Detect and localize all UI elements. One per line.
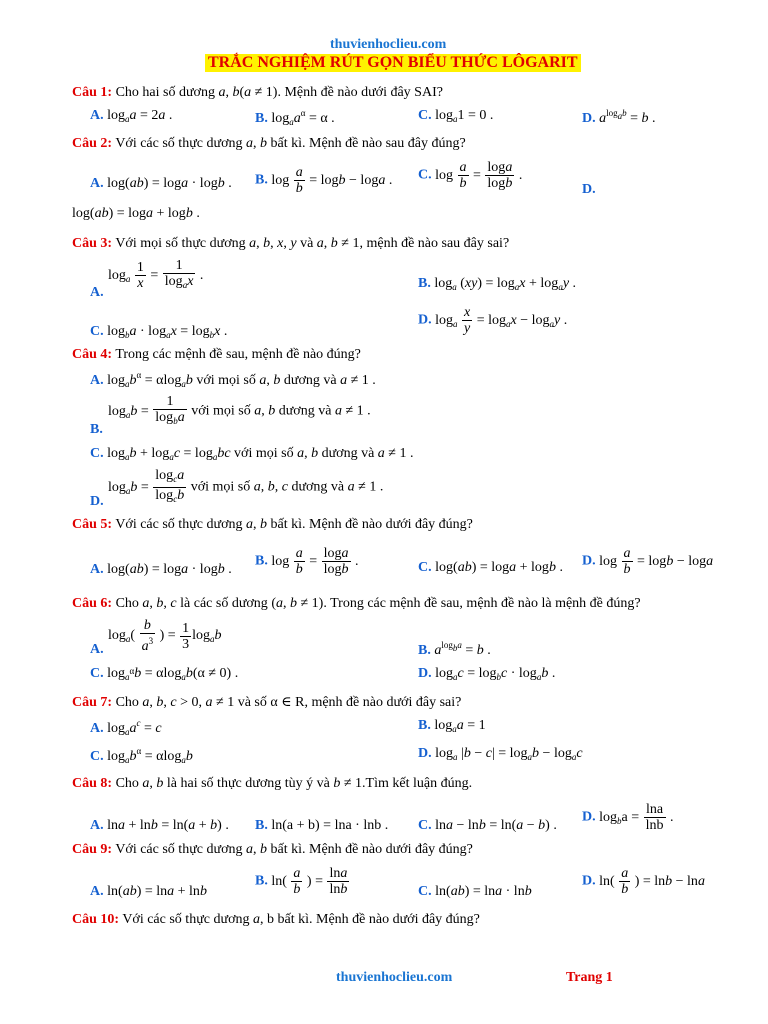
question-text: Cho (115, 596, 139, 611)
q8-option-a[interactable]: A. lna + lnb = ln(a + b) . (90, 818, 229, 833)
q1-option-a[interactable]: A. $\log_aa = 2a$ . (90, 108, 173, 124)
q5-option-c[interactable]: C. log(ab) = loga + logb . (418, 560, 563, 575)
q6-option-a[interactable]: A. (90, 642, 104, 657)
formula: $\log_{a^\alpha}b = \alpha\log_ab(\alpha \ne 0)$ . (107, 666, 239, 682)
question-text: là hai số thực dương tùy ý và (166, 776, 330, 791)
q6-option-c[interactable]: C. $\log_{a^\alpha}b = \alpha\log_ab(\alpha \ne 0)$ . (90, 666, 239, 682)
q5-option-a[interactable]: A. log(ab) = loga · logb . (90, 562, 232, 577)
formula: $\log_a$ $\frac{x}{y}$ = $\log_ax - \log_ay$ . (435, 305, 568, 336)
formula: $\log_aa = 2a$ . (107, 108, 173, 124)
q4-option-d[interactable]: D. (90, 494, 104, 509)
question-text: Trong các mệnh đề sau, mệnh đề nào đúng? (115, 347, 361, 362)
q8-option-b[interactable]: B. ln(a + b) = lna · lnb . (255, 818, 389, 833)
question-label: Câu 10: (72, 912, 120, 927)
formula: a (253, 912, 260, 927)
q9-option-b[interactable]: B. ln( $\frac{a}{b}$ ) = $\frac{\ln a}{\ln b}$ (255, 866, 350, 897)
q3-option-d[interactable]: D. $\log_a$ $\frac{x}{y}$ = $\log_ax - \log_ay$ . (418, 305, 568, 336)
q5-option-b[interactable]: B. log $\frac{a}{b}$ = $\frac{\log a}{\log b}$ . (255, 546, 359, 577)
formula: $\log_ba$ = $\frac{\ln a}{\ln b}$ . (599, 802, 674, 833)
formula: (a, b ≠ 1) (271, 596, 324, 611)
q2-option-b[interactable]: B. log $\frac{a}{b}$ = logb − loga . (255, 165, 393, 196)
formula: ln( $\frac{a}{b}$ ) = $\frac{\ln a}{\ln b}$ (271, 866, 348, 897)
question-text: Cho (115, 776, 139, 791)
formula: a, b(a ≠ 1) (218, 85, 278, 100)
question-text: Với các số thực dương (115, 136, 243, 151)
q2-option-a[interactable]: A. log(ab) = loga · logb . (90, 176, 232, 191)
formula: a, b (246, 517, 267, 532)
formula: $\log_a |b - c| = \log_ab - \log_ac$ (435, 746, 583, 762)
formula: $\log_ab$ = $\frac{1}{\log_ba}$ (108, 394, 185, 426)
q6-option-a-formula (108, 618, 222, 654)
header-site: thuvienhoclieu.com (330, 37, 447, 52)
question-label: Câu 9: (72, 842, 113, 857)
formula: $\log_ab^\alpha = \alpha\log_ab$ (107, 746, 193, 765)
q2-option-d[interactable]: D. (582, 182, 596, 197)
formula: log(ab) = loga · logb . (107, 176, 232, 191)
q9-option-a[interactable]: A. ln(ab) = lna + lnb (90, 884, 207, 899)
formula: lna − lnb = ln(a − b) . (435, 818, 557, 833)
formula: ln(ab) = lna + lnb (107, 884, 207, 899)
formula: $\log_a (xy) = \log_ax + \log_ay$ . (434, 276, 577, 292)
q3-option-a-formula (108, 258, 203, 293)
question-2 (72, 136, 466, 152)
formula: α ∈ R (270, 695, 305, 710)
question-text: , mệnh đề nào dưới đây sai? (304, 695, 462, 710)
formula: log(ab) = loga + logb . (435, 560, 563, 575)
formula: b ≠ 1 (333, 776, 363, 791)
question-text: Cho (115, 695, 139, 710)
formula: $a^{log_ab} = b$ . (599, 108, 656, 126)
q7-option-c[interactable]: C. $\log_ab^\alpha = \alpha\log_ab$ (90, 746, 193, 765)
question-9 (72, 842, 473, 858)
formula: a, b, c > 0, a ≠ 1 (142, 695, 235, 710)
question-label: Câu 8: (72, 776, 113, 791)
q1-option-b[interactable]: B. $\log_aa^\alpha = \alpha$ . (255, 108, 335, 127)
question-text: bất kì. Mệnh đề nào sau đây đúng? (270, 136, 466, 151)
q6-option-b[interactable]: B. $a^{log_ba} = b$ . (418, 640, 491, 658)
formula: a, b, x, y (249, 236, 297, 251)
q4-option-c[interactable]: C. $\log_ab + \log_ac = \log_abc$ với mọi số a, b dương và a ≠ 1 . (90, 446, 414, 462)
q9-option-c[interactable]: C. ln(ab) = lna · lnb (418, 884, 532, 899)
q8-option-d[interactable]: D. $\log_ba$ = $\frac{\ln a}{\ln b}$ . (582, 802, 674, 833)
formula: $\log_a1 = 0$ . (435, 108, 494, 124)
page-title: TRẮC NGHIỆM RÚT GỌN BIỂU THỨC LÔGARIT (205, 54, 581, 72)
question-label: Câu 7: (72, 695, 113, 710)
question-text: và số (237, 695, 267, 710)
formula: a, b (142, 776, 164, 791)
q2-option-c[interactable]: C. log $\frac{a}{b}$ = $\frac{\log a}{\log b}$ . (418, 160, 523, 191)
q7-option-d[interactable]: D. $\log_a |b - c| = \log_ab - \log_ac$ (418, 746, 583, 762)
formula: log $\frac{a}{b}$ = $\frac{\log a}{\log b}$ . (435, 160, 523, 191)
formula: lna + lnb = ln(a + b) . (107, 818, 229, 833)
formula: a, b (246, 842, 267, 857)
question-text: và (300, 236, 314, 251)
question-text: Cho hai số dương (115, 85, 215, 100)
q9-option-d[interactable]: D. ln( $\frac{a}{b}$ ) = lnb − lna (582, 866, 705, 897)
question-4 (72, 347, 361, 363)
question-text: , mệnh đề nào sau đây sai? (359, 236, 510, 251)
page-number: Trang 1 (566, 970, 613, 985)
footer-site: thuvienhoclieu.com (336, 970, 453, 985)
question-text: Với các số thực dương (115, 842, 243, 857)
formula: log $\frac{a}{b}$ = logb − loga . (271, 165, 393, 196)
question-5 (72, 517, 473, 533)
q1-option-c[interactable]: C. $\log_a1 = 0$ . (418, 108, 494, 124)
formula: log(ab) = loga + logb . (72, 206, 200, 221)
q2-option-d-formula (72, 206, 200, 222)
q7-option-b[interactable]: B. $\log_aa = 1$ (418, 718, 486, 734)
question-text: . Mệnh đề nào dưới đây SAI? (277, 85, 443, 100)
formula: ln(a + b) = lna · lnb . (271, 818, 389, 833)
question-3 (72, 236, 509, 252)
question-label: Câu 4: (72, 347, 113, 362)
formula: ln( $\frac{a}{b}$ ) = lnb − lna (599, 866, 705, 897)
question-text: .Tìm kết luận đúng. (362, 776, 473, 791)
q3-option-c[interactable]: C. $\log_ba \cdot \log_ax = \log_bx$ . (90, 324, 228, 340)
q4-option-a[interactable]: A. $\log_ab^\alpha = \alpha\log_ab$ với mọi số a, b dương và a ≠ 1 . (90, 370, 376, 389)
question-8 (72, 776, 472, 792)
question-text: , b bất kì. Mệnh đề nào dưới đây đúng? (260, 912, 480, 927)
question-text: Với các số thực dương (115, 517, 243, 532)
question-10 (72, 912, 480, 928)
formula: $\log_aa^\alpha = \alpha$ . (271, 108, 335, 127)
q3-option-a[interactable]: A. (90, 285, 104, 300)
q4-option-b-formula: $\log_ab$ = $\frac{1}{\log_ba}$ với mọi số a, b dương và a ≠ 1 . (108, 394, 371, 426)
formula: log $\frac{a}{b}$ = logb − loga (599, 546, 714, 577)
formula: a, b (246, 136, 267, 151)
question-6 (72, 596, 641, 612)
formula: $a^{log_ba} = b$ . (434, 640, 491, 658)
question-text: Với các số thực dương (122, 912, 250, 927)
question-text: là các số dương (180, 596, 268, 611)
formula: $\log_ab$ = $\frac{\log_ca}{\log_cb}$ (108, 468, 185, 504)
question-text: bất kì. Mệnh đề nào dưới đây đúng? (270, 517, 473, 532)
q6-option-d[interactable]: D. $\log_ac = \log_bc \cdot \log_ab$ . (418, 666, 556, 682)
question-text: . Trong các mệnh đề sau, mệnh đề nào là mệnh đề đúng? (323, 596, 641, 611)
formula: $\log_ba \cdot \log_ax = \log_bx$ . (107, 324, 228, 340)
question-7 (72, 694, 461, 711)
question-label: Câu 6: (72, 596, 113, 611)
formula: $\log_aa = 1$ (434, 718, 486, 734)
formula: $\log_ab + \log_ac = \log_abc$ (107, 446, 231, 462)
formula: a, b ≠ 1 (316, 236, 360, 251)
q5-option-d[interactable]: D. log $\frac{a}{b}$ = logb − loga (582, 546, 714, 577)
formula: $\log_ab^\alpha = \alpha\log_ab$ (107, 370, 193, 389)
formula: log $\frac{a}{b}$ = $\frac{\log a}{\log b}$ . (271, 546, 359, 577)
question-text: bất kì. Mệnh đề nào dưới đây đúng? (270, 842, 473, 857)
question-label: Câu 1: (72, 85, 113, 100)
q4-option-b[interactable]: B. (90, 422, 103, 437)
formula: $\log_ac = \log_bc \cdot \log_ab$ . (435, 666, 556, 682)
formula: $\log_a$( $\frac{b}{a^3}$ ) = $\frac{1}{3}$ $\log_ab$ (108, 618, 222, 654)
question-text: Với mọi số thực dương (115, 236, 246, 251)
question-label: Câu 3: (72, 236, 113, 251)
q7-option-a[interactable]: A. $\log_aa^c = c$ (90, 718, 162, 737)
question-label: Câu 5: (72, 517, 113, 532)
q8-option-c[interactable]: C. lna − lnb = ln(a − b) . (418, 818, 557, 833)
question-1 (72, 85, 443, 101)
formula: $\log_aa^c = c$ (107, 718, 162, 737)
question-label: Câu 2: (72, 136, 113, 151)
q3-option-b[interactable]: B. $\log_a (xy) = \log_ax + \log_ay$ . (418, 276, 577, 292)
q1-option-d[interactable]: D. $a^{log_ab} = b$ . (582, 108, 656, 126)
formula: $\log_a$ $\frac{1}{x}$ = $\frac{1}{\log_ax}$ . (108, 258, 204, 291)
q4-option-d-formula: $\log_ab$ = $\frac{\log_ca}{\log_cb}$ với mọi số a, b, c dương và a ≠ 1 . (108, 468, 384, 504)
formula: log(ab) = loga · logb . (107, 562, 232, 577)
formula: ln(ab) = lna · lnb (435, 884, 532, 899)
formula: a, b, c (142, 596, 177, 611)
